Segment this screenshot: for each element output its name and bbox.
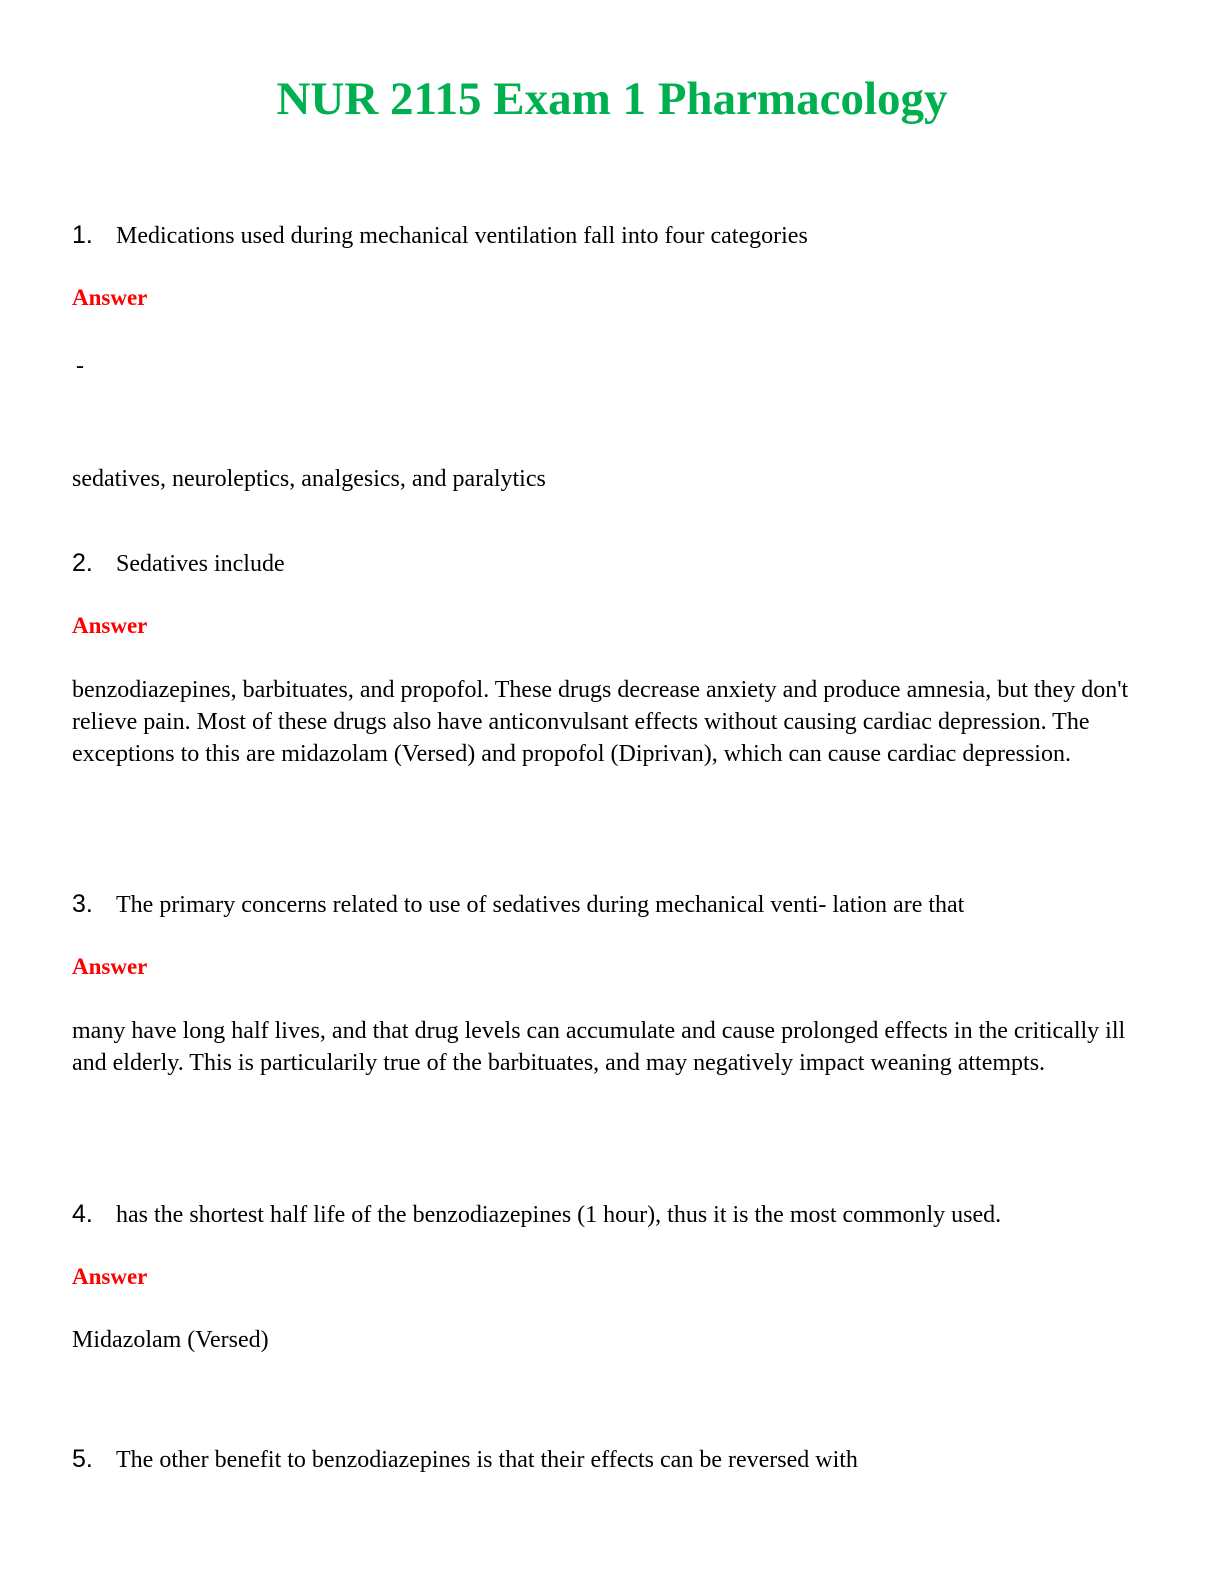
document-title: NUR 2115 Exam 1 Pharmacology xyxy=(276,73,948,125)
answer-label-4: Answer xyxy=(72,1264,148,1289)
answer-text-1: sedatives, neuroleptics, analgesics, and paralytics xyxy=(72,466,546,492)
answer-prefix-1: - xyxy=(76,353,84,379)
answer-text-3: many have long half lives, and that drug levels can accumulate and cause prolonged effects in the critically ill and elderly. This is particularily true of the barbituates, and may negatively impact weaning attempts. xyxy=(72,1018,1126,1076)
answer-label-1: Answer xyxy=(72,285,148,310)
question-number: 3. xyxy=(72,890,93,918)
question-1 xyxy=(72,219,808,252)
question-text: has the shortest half life of the benzodiazepines (1 hour), thus it is the most commonly used. xyxy=(116,1202,1002,1228)
question-text: Medications used during mechanical ventilation fall into four categories xyxy=(116,223,808,249)
question-text: Sedatives include xyxy=(116,551,285,577)
question-text: The primary concerns related to use of sedatives during mechanical venti- lation are that xyxy=(116,892,965,918)
question-number: 4. xyxy=(72,1200,93,1228)
question-text: The other benefit to benzodiazepines is that their effects can be reversed with xyxy=(116,1447,858,1473)
question-number: 1. xyxy=(72,221,93,249)
question-5 xyxy=(72,1443,858,1476)
question-number: 2. xyxy=(72,549,93,577)
answer-label-3: Answer xyxy=(72,954,148,979)
question-3 xyxy=(72,888,964,921)
question-4 xyxy=(72,1198,1001,1231)
answer-label-2: Answer xyxy=(72,613,148,638)
answer-text-4: Midazolam (Versed) xyxy=(72,1327,269,1353)
question-number: 5. xyxy=(72,1445,93,1473)
question-2 xyxy=(72,547,285,580)
answer-text-2: benzodiazepines, barbituates, and propofol. These drugs decrease anxiety and produce amnesia, but they don't relieve pain. Most of these drugs also have anticonvulsant effects without causing cardiac depression. The exceptions to this are midazolam (Versed) and propofol (Diprivan), which can cause cardiac depression. xyxy=(72,677,1129,767)
